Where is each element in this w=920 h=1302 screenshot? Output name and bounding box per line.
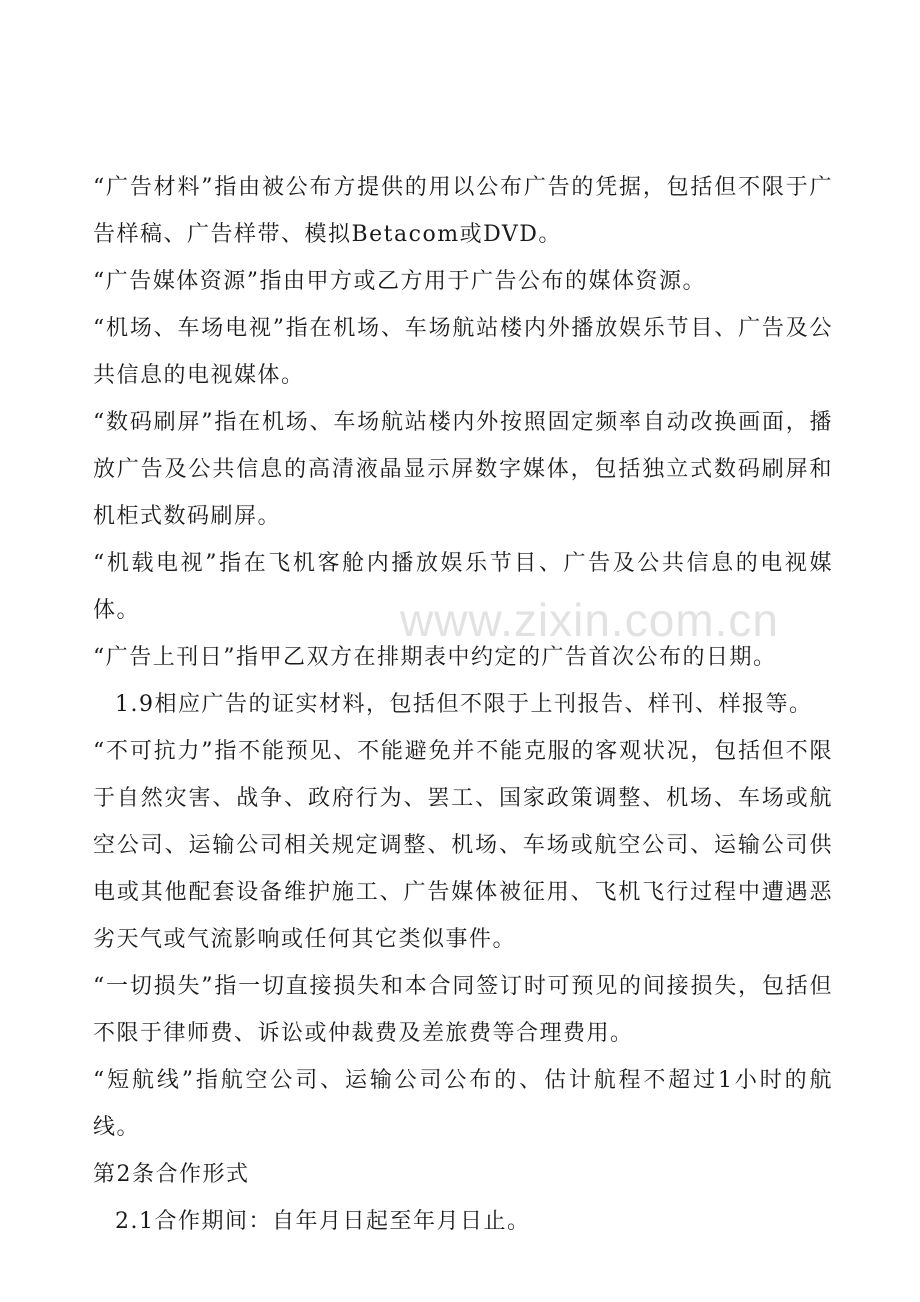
definition-all-losses: “一切损失”指一切直接损失和本合同签订时可预见的间接损失，包括但不限于律师费、诉讼或仲裁费及差旅费等合理费用。 — [93, 974, 833, 1046]
definition-inflight-tv: “机载电视”指在飞机客舱内播放娱乐节目、广告及公共信息的电视媒体。 — [93, 551, 833, 623]
definition-publish-date: “广告上刊日”指甲乙双方在排期表中约定的广告首次公布的日期。 — [93, 645, 777, 670]
watermark-text: www.zixin.com.cn — [400, 594, 779, 646]
definition-digital-screen: “数码刷屏”指在机场、车场航站楼内外按照固定频率自动改换画面，播放广告及公共信息的高清液晶显示屏数字媒体，包括独立式数码刷屏和机柜式数码刷屏。 — [93, 410, 833, 529]
section-heading-article-2: 第2条合作形式 — [93, 1162, 250, 1187]
definition-airport-tv: “机场、车场电视”指在机场、车场航站楼内外播放娱乐节目、广告及公共信息的电视媒体。 — [93, 316, 833, 388]
clause-1-9: 1.9相应广告的证实材料，包括但不限于上刊报告、样刊、样报等。 — [115, 692, 813, 717]
definition-short-route: “短航线”指航空公司、运输公司公布的、估计航程不超过1小时的航线。 — [93, 1068, 833, 1140]
document-body — [93, 164, 833, 1245]
clause-2-1: 2.1合作期间：自年月日起至年月日止。 — [115, 1209, 531, 1234]
definition-ad-material: “广告材料”指由被公布方提供的用以公布广告的凭据，包括但不限于广告样稿、广告样带、模拟Betacom或DVD。 — [93, 175, 833, 247]
definition-force-majeure: “不可抗力”指不能预见、不能避免并不能克服的客观状况，包括但不限于自然灾害、战争、政府行为、罢工、国家政策调整、机场、车场或航空公司、运输公司相关规定调整、机场、车场或航空公司、运输公司供电或其他配套设备维护施工、广告媒体被征用、飞机飞行过程中遭遇恶劣天气或气流影响或任何其它类似事件。 — [93, 739, 833, 952]
definition-media-resource: “广告媒体资源”指由甲方或乙方用于广告公布的媒体资源。 — [93, 269, 706, 294]
